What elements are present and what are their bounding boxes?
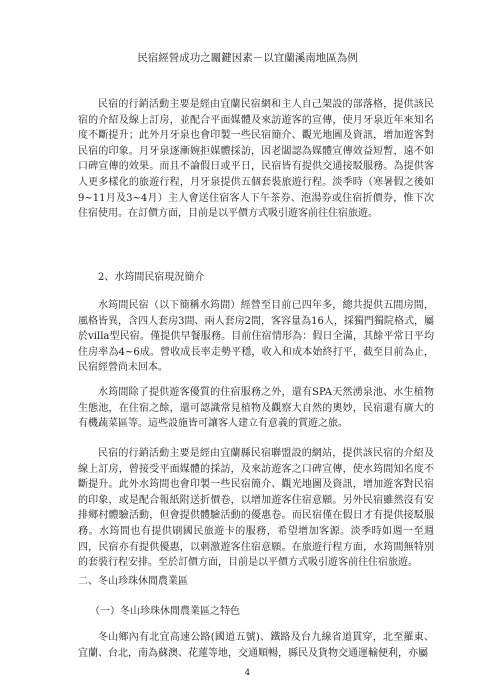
paragraph-marketing-yueyaquan: 民宿的行銷活動主要是經由宜蘭民宿網和主人自己架設的部落格，提供該民宿的介紹及線上訂房，並配合平面媒體及來訪遊客的宣傳，使月牙泉近年來知名度不斷提升；此外月牙泉也會印製一些民宿簡介、觀光地圖及資訊，增加遊客對民宿的印象。月牙泉逐漸婉拒媒體採訪，因老闆認為媒體宣傳效益短暫，遠不如口碑宣傳的效果。而且不論假日或平日，民宿皆有提供交通接駁服務。為提供客人更多樣化的旅遊行程，月牙泉提供五個套裝旅遊行程。淡季時（寒暑假之後如9~11月及3~4月）主人會送住宿客人下午茶券、泡湯券或住宿折價券，惟下次住宿使用。在訂價方面，目前是以平價方式吸引遊客前往住宿旅遊。 bbox=[78, 99, 434, 220]
paragraph-dongshan-transport: 冬山鄉內有北宜高速公路(國道五號)、鐵路及台九線省道貫穿，北至羅東、宜蘭、台北，南為蘇澳、花蓮等地，交通順暢，縣民及貨物交通運輸便利，亦屬 bbox=[78, 632, 434, 659]
page-title: 民宿經營成功之關鍵因素－以宜蘭溪南地區為例 bbox=[137, 52, 358, 64]
paragraph-shuijunjian-overview: 水筠間民宿（以下簡稱水筠間）經營至目前已四年多，總共提供五間房間，風格皆異，含四人套房3間、兩人套房2間，客容量為16人，採獨門獨院格式，屬於villa型民宿。僅提供早餐服務。目前住宿情形為：假日全滿，其餘平常日平均住房率為4~6成。營收成長率走勢平穩，收入和成本始終打平，截至目前為止，民宿經營尚未回本。 bbox=[78, 300, 434, 374]
paragraph-shuijunjian-facilities: 水筠間除了提供遊客優質的住宿服務之外，還有SPA天然湧泉池、水生植物生態池，在住宿之餘，還可認識常見植物及觀察大自然的奧妙，民宿還有廣大的有機蔬菜區等。這些設施皆可讓客人建立有意義的賞遊之旅。 bbox=[78, 387, 434, 430]
page-number: 4 bbox=[244, 668, 251, 678]
paragraph-marketing-shuijunjian: 民宿的行銷活動主要是經由宜蘭縣民宿聯盟設的網站，提供該民宿的介紹及線上訂房，曾接受平面媒體的採訪，及來訪遊客之口碑宣傳，使水筠間知名度不斷提升。此外水筠間也會印製一些民宿簡介、觀光地圖及資訊，增加遊客對民宿的印象，或是配合報紙附送折價卷，以增加遊客住宿意願。另外民宿雖然沒有安排鄉村體驗活動，但會提供體驗活動的優惠卷。而民宿僅在假日才有提供接駁服務。水筠間也有提供刷國民旅遊卡的服務，希望增加客源。淡季時如週一至週四，民宿亦有提供優惠，以刺激遊客住宿意願。在旅遊行程方面，水筠間無特別的套裝行程安排。至於訂價方面，目前是以平價方式吸引遊客前往住宿旅遊。 bbox=[78, 448, 434, 569]
section-heading-shuijunjian: 2、水筠間民宿現況簡介 bbox=[98, 272, 205, 283]
section-heading-dongshan: 二、冬山珍珠休閒農業區 bbox=[78, 576, 188, 587]
subsection-heading-dongshan-features: （一）冬山珍珠休閒農業區之特色 bbox=[90, 606, 240, 617]
